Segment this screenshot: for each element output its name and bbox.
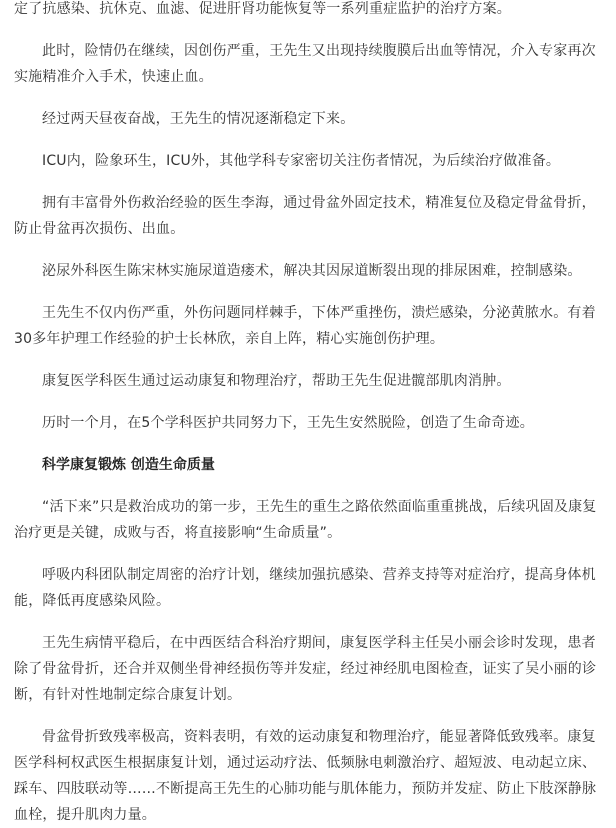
paragraph-gap <box>14 90 602 106</box>
article-paragraph: ICU内，险象环生，ICU外，其他学科专家密切关注伤者情况，为后续治疗做准备。 <box>42 153 561 169</box>
paragraph-gap <box>14 614 602 630</box>
article-paragraph: 此时，险情仍在继续，因创伤严重，王先生又出现持续腹膜后出血等情况，介入专家再次实施精准介入手术，快速止血。 <box>14 43 596 85</box>
paragraph-gap <box>14 284 602 300</box>
article-paragraph: 经过两天昼夜奋战，王先生的情况逐渐稳定下来。 <box>42 111 355 127</box>
article-paragraph: 拥有丰富骨外伤救治经验的医生李海，通过骨盆外固定技术，精准复位及稳定骨盆骨折，防止骨盆再次损伤、出血。 <box>14 195 596 237</box>
article-paragraph: 呼吸内科团队制定周密的治疗计划，继续加强抗感染、营养支持等对症治疗，提高身体机能，降低再度感染风险。 <box>14 567 596 609</box>
article-paragraph: 王先生病情平稳后，在中西医结合科治疗期间，康复医学科主任吴小丽会诊时发现，患者除了骨盆骨折，还合并双侧坐骨神经损伤等并发症，经过神经肌电图检查，证实了吴小丽的诊断，有针对性地制定综合康复计划。 <box>14 635 597 703</box>
paragraph-gap <box>14 478 602 494</box>
paragraph-gap <box>14 132 602 148</box>
section-heading: 科学康复锻炼 创造生命质量 <box>42 457 215 473</box>
article-paragraph: 康复医学科医生通过运动康复和物理治疗，帮助王先生促进髋部肌肉消肿。 <box>42 373 511 389</box>
article-paragraph: 定了抗感染、抗休克、血滤、促进肝肾功能恢复等一系列重症监护的治疗方案。 <box>14 1 511 17</box>
article-paragraph: 王先生不仅内伤严重，外伤问题同样棘手，下体严重挫伤，溃烂感染，分泌黄脓水。有着30多年护理工作经验的护士长林欣，亲自上阵，精心实施创伤护理。 <box>14 305 596 347</box>
paragraph-gap <box>14 22 602 38</box>
paragraph-gap <box>14 174 602 190</box>
article-paragraph: “活下来”只是救治成功的第一步，王先生的重生之路依然面临重重挑战，后续巩固及康复治疗更是关键，成败与否，将直接影响“生命质量”。 <box>14 499 597 541</box>
paragraph-gap <box>14 708 602 724</box>
paragraph-gap <box>14 242 602 258</box>
article-paragraph: 骨盆骨折致残率极高，资料表明，有效的运动康复和物理治疗，能显著降低致残率。康复医学科柯权武医生根据康复计划，通过运动疗法、低频脉电刺激治疗、超短波、电动起立床、踩车、四肢联动等……不断提高王先生的心肺功能与肌体能力，预防并发症、防止下肢深静脉血栓，提升肌肉力量。 <box>14 729 597 823</box>
paragraph-gap <box>14 436 602 452</box>
paragraph-gap <box>14 546 602 562</box>
paragraph-gap <box>14 394 602 410</box>
paragraph-gap <box>14 352 602 368</box>
article-paragraph: 泌尿外科医生陈宋林实施尿道造瘘术，解决其因尿道断裂出现的排尿困难，控制感染。 <box>42 263 582 279</box>
article-paragraph: 历时一个月，在5个学科医护共同努力下，王先生安然脱险，创造了生命奇迹。 <box>42 415 534 431</box>
